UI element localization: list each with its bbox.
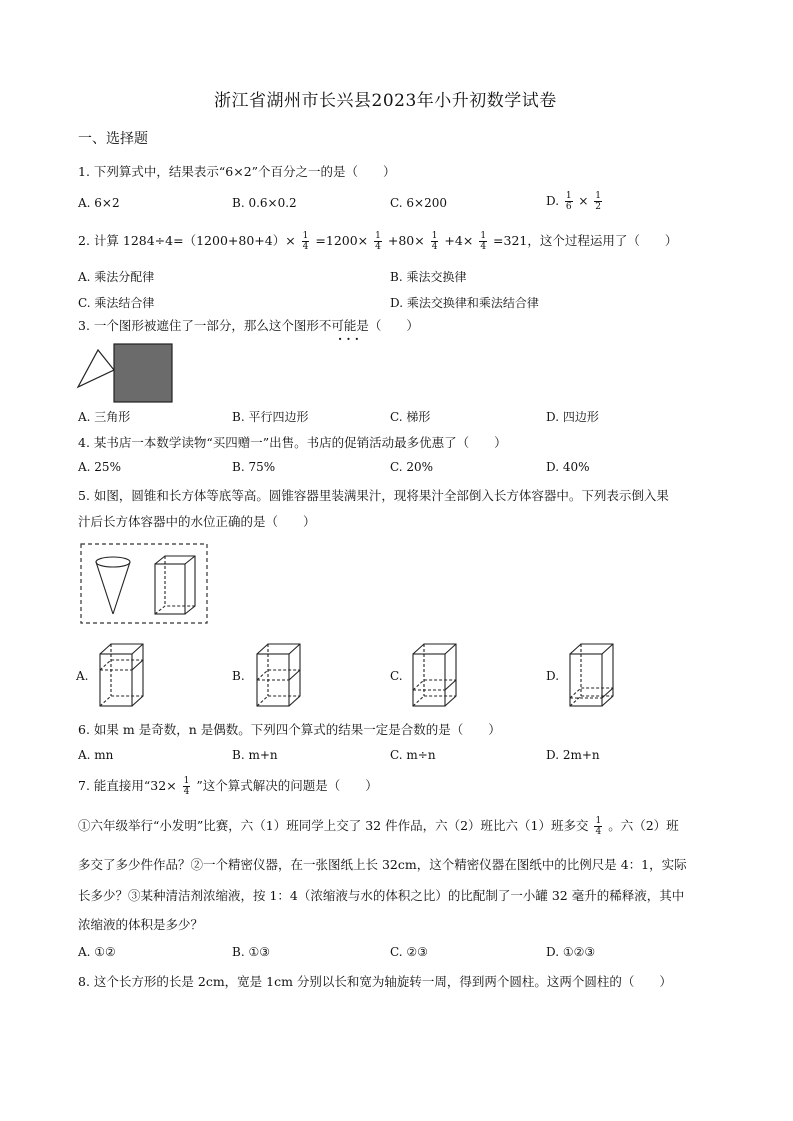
- cuboid-shape: [155, 556, 195, 614]
- q2-option-a[interactable]: A. 乘法分配律: [78, 270, 155, 284]
- q1-option-b[interactable]: B. 0.6×0.2: [232, 196, 297, 210]
- q6-option-d[interactable]: D. 2m+n: [546, 748, 600, 762]
- fraction: $\frac{1}{4}$: [375, 231, 381, 252]
- fraction: $\frac{1}{4}$: [183, 776, 190, 797]
- question-7-line-4: 浓缩液的体积是多少？: [78, 917, 204, 932]
- section-heading: 一、选择题: [78, 131, 148, 147]
- q2-option-d[interactable]: D. 乘法交换律和乘法结合律: [390, 296, 539, 310]
- emphasis-dots: · · ·: [338, 332, 359, 346]
- question-1-stem: 1. 下列算式中，结果表示“6×2”个百分之一的是（ ）: [78, 164, 396, 179]
- question-5-line-1: 5. 如图，圆锥和长方体等底等高。圆锥容器里装满果汁，现将果汁全部倒入长方体容器中。下列表示倒入果: [78, 488, 669, 503]
- q3-option-a[interactable]: A. 三角形: [78, 410, 131, 424]
- fraction: $\frac{1}{4}$: [302, 231, 309, 252]
- q6-option-c[interactable]: C. m÷n: [390, 748, 436, 762]
- q3-option-c[interactable]: C. 梯形: [390, 410, 431, 424]
- q2-option-b[interactable]: B. 乘法交换律: [390, 270, 467, 284]
- q3-option-b[interactable]: B. 平行四边形: [232, 410, 309, 424]
- triangle-shape: [78, 350, 114, 387]
- question-8-stem: 8. 这个长方形的长是 2cm，宽是 1cm 分别以长和宽为轴旋转一周，得到两个圆柱。这两个圆柱的（ ）: [78, 974, 672, 989]
- q4-option-a[interactable]: A. 25%: [78, 460, 121, 474]
- question-2-stem: 2. 计算 1284÷4=（1200+80+4）× $\frac{1}{4}$ =1200× $\frac{1}{4}$ +80× $\frac{1}{4}$ +4× $\frac{1}{4}$ =321，这个过程运用了（ ）: [78, 231, 678, 252]
- q1-option-c[interactable]: C. 6×200: [390, 196, 447, 210]
- question-7-line-3: 长多少？③某种清洁剂浓缩液，按 1：4（浓缩液与水的体积之比）的比配制了一小罐 32 毫升的稀释液，其中: [78, 888, 685, 903]
- question-4-stem: 4. 某书店一本数学读物“买四赠一”出售。书店的促销活动最多优惠了（ ）: [78, 435, 507, 450]
- q6-option-a[interactable]: A. mn: [78, 748, 114, 762]
- cone-and-cuboid-figure: [81, 544, 207, 624]
- q7-option-d[interactable]: D. ①②③: [546, 945, 596, 959]
- q5-option-b[interactable]: B.: [232, 669, 245, 683]
- times-sign: ×: [578, 194, 589, 208]
- q4-option-d[interactable]: D. 40%: [546, 460, 590, 474]
- water-level-line: [100, 660, 143, 670]
- question-7-line-2: 多交了多少件作品？②一个精密仪器，在一张图纸上长 32cm，这个精密仪器在图纸中的比例尺是 4：1，实际: [78, 857, 687, 872]
- q7-option-b[interactable]: B. ①③: [232, 945, 270, 959]
- water-level-line: [413, 680, 456, 690]
- q1-option-a[interactable]: A. 6×2: [78, 196, 120, 210]
- water-level-line: [257, 670, 300, 680]
- q4-option-c[interactable]: C. 20%: [390, 460, 434, 474]
- question-7-stem: 7. 能直接用“32× $\frac{1}{4}$ ”这个算式解决的问题是（ ）: [78, 776, 378, 797]
- question-3-stem: 3. 一个图形被遮住了一部分，那么这个图形不可能是（ ）: [78, 318, 419, 333]
- q5-cuboid-b: [256, 642, 302, 708]
- q5-cuboid-d: [569, 642, 615, 708]
- question-6-stem: 6. 如果 m 是奇数，n 是偶数。下列四个算式的结果一定是合数的是（ ）: [78, 722, 501, 737]
- q2-option-c[interactable]: C. 乘法结合律: [78, 296, 155, 310]
- fraction: $\frac{1}{4}$: [431, 231, 438, 252]
- fraction: $\frac{1}{4}$: [480, 231, 487, 252]
- q4-option-b[interactable]: B. 75%: [232, 460, 276, 474]
- covered-shape-figure: [78, 342, 174, 402]
- q7-option-a[interactable]: A. ①②: [78, 945, 116, 959]
- cone-shape: [96, 557, 130, 614]
- fraction: $\frac{1}{6}$: [565, 191, 572, 212]
- covering-square: [114, 344, 172, 402]
- q5-cuboid-a: [99, 642, 145, 708]
- q3-option-d[interactable]: D. 四边形: [546, 410, 599, 424]
- q5-option-d[interactable]: D.: [546, 669, 560, 683]
- page-title: 浙江省湖州市长兴县2023年小升初数学试卷: [214, 91, 557, 111]
- q1-d-prefix: D.: [546, 194, 560, 208]
- q5-option-c[interactable]: C.: [390, 669, 403, 683]
- q1-option-d[interactable]: [546, 191, 604, 212]
- fraction: $\frac{1}{4}$: [595, 816, 602, 837]
- q7-option-c[interactable]: C. ②③: [390, 945, 428, 959]
- fraction: $\frac{1}{2}$: [595, 191, 602, 212]
- question-7-line-1: ①六年级举行“小发明”比赛，六（1）班同学上交了 32 件作品，六（2）班比六（1）班多交 $\frac{1}{4}$ 。六（2）班: [78, 816, 679, 837]
- q5-cuboid-c: [412, 642, 458, 708]
- q5-option-a[interactable]: A.: [76, 669, 89, 683]
- q6-option-b[interactable]: B. m+n: [232, 748, 278, 762]
- question-5-line-2: 汁后长方体容器中的水位正确的是（ ）: [78, 514, 316, 529]
